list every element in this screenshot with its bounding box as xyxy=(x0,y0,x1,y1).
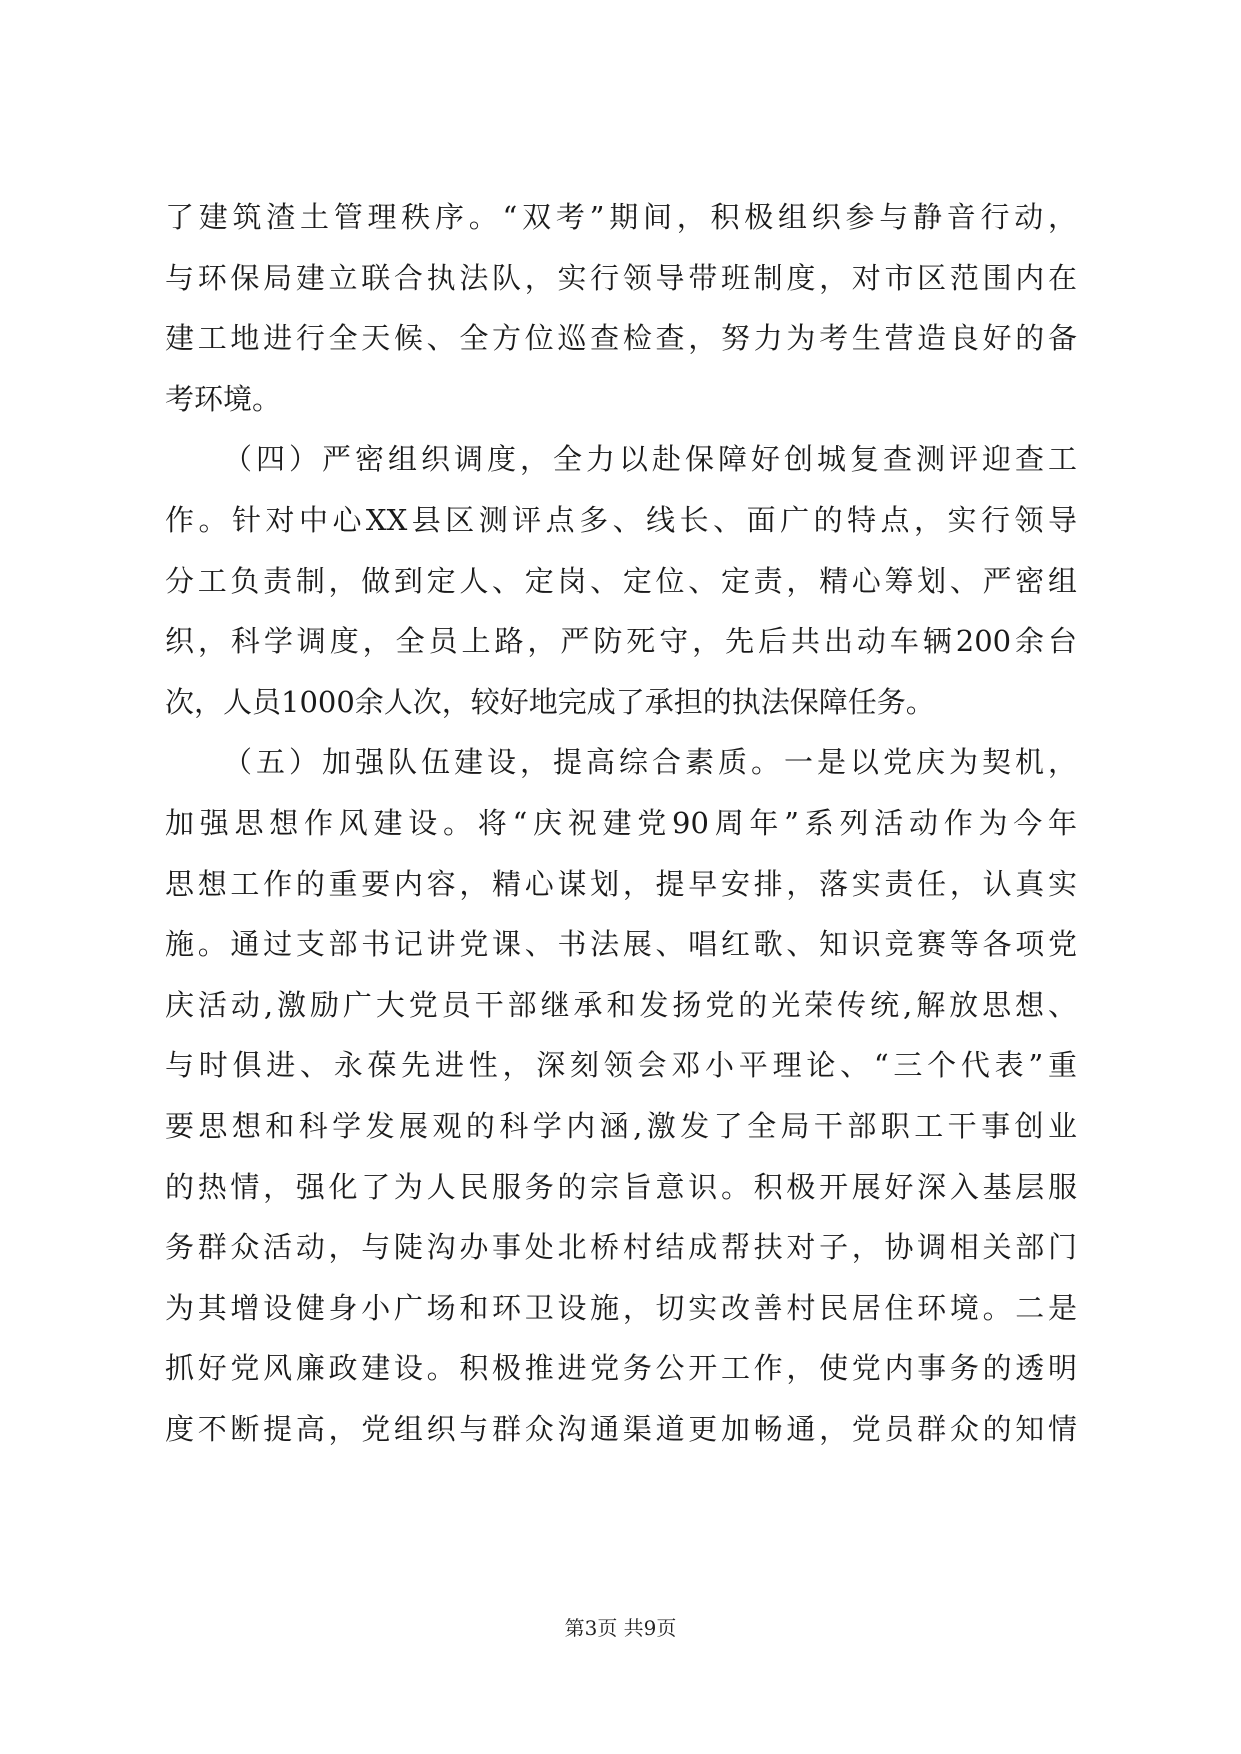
document-body xyxy=(165,187,1077,1459)
text-line: 分工负责制，做到定人、定岗、定位、定责，精心筹划、严密组 xyxy=(165,563,1077,598)
text-line: 为其增设健身小广场和环卫设施，切实改善村民居住环境。二是 xyxy=(165,1290,1077,1325)
text-line: 考环境。 xyxy=(165,381,282,416)
text-line: 务群众活动，与陡沟办事处北桥村结成帮扶对子，协调相关部门 xyxy=(165,1230,1077,1265)
text-line: 作。针对中心XX县区测评点多、线长、面广的特点，实行领导 xyxy=(165,502,1077,537)
section-heading-line: （四）严密组织调度，全力以赴保障好创城复查测评迎查工 xyxy=(223,442,1077,477)
text-line: 要思想和科学发展观的科学内涵,激发了全局干部职工干事创业 xyxy=(165,1108,1077,1143)
text-line: 施。通过支部书记讲党课、书法展、唱红歌、知识竞赛等各项党 xyxy=(165,927,1077,962)
text-line: 抓好党风廉政建设。积极推进党务公开工作，使党内事务的透明 xyxy=(165,1351,1077,1386)
text-line: 的热情，强化了为人民服务的宗旨意识。积极开展好深入基层服 xyxy=(165,1169,1077,1204)
text-line: 庆活动,激励广大党员干部继承和发扬党的光荣传统,解放思想、 xyxy=(165,987,1077,1022)
text-line: 与时俱进、永葆先进性，深刻领会邓小平理论、“三个代表”重 xyxy=(165,1048,1077,1083)
text-line: 建工地进行全天候、全方位巡查检查，努力为考生营造良好的备 xyxy=(165,321,1077,356)
text-line: 了建筑渣土管理秩序。“双考”期间，积极组织参与静音行动， xyxy=(165,200,1077,234)
text-line: 织，科学调度，全员上路，严防死守，先后共出动车辆200余台 xyxy=(165,624,1077,659)
text-line: 与环保局建立联合执法队，实行领导带班制度，对市区范围内在 xyxy=(165,260,1077,295)
text-line: 思想工作的重要内容，精心谋划，提早安排，落实责任，认真实 xyxy=(165,866,1077,901)
text-line: 度不断提高，党组织与群众沟通渠道更加畅通，党员群众的知情 xyxy=(165,1411,1077,1446)
text-line: 次，人员1000余人次，较好地完成了承担的执法保障任务。 xyxy=(165,684,935,719)
section-heading-line: （五）加强队伍建设，提高综合素质。一是以党庆为契机， xyxy=(223,745,1077,780)
text-line: 加强思想作风建设。将“庆祝建党90周年”系列活动作为今年 xyxy=(165,805,1077,840)
page-number-footer: 第3页 共9页 xyxy=(564,1616,677,1640)
